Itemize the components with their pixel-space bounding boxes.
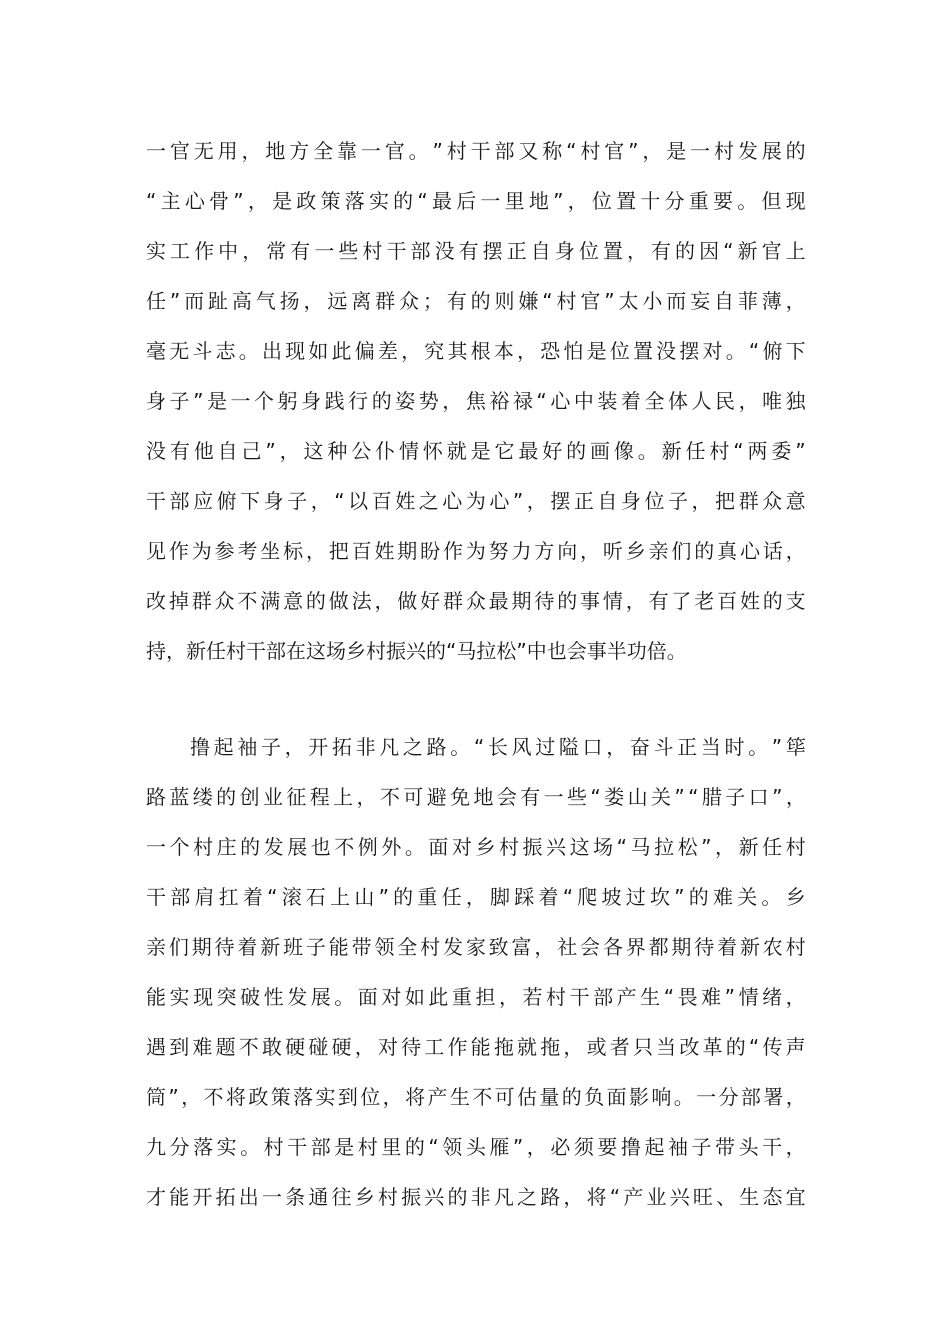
- text-line: 干 部 肩 扛 着 “ 滚 石 上 山 ” 的 重 任 ， 脚 踩 着 “ 爬 坡 过 坎 ” 的 难 关 。 乡: [146, 885, 806, 909]
- text-line: 筒 ” ， 不 将 政 策 落 实 到 位 ， 将 产 生 不 可 估 量 的 负 面 影 响 。 一 分 部 署 ，: [146, 1085, 806, 1109]
- text-line: 没 有 他 自 己 ” ， 这 种 公 仆 情 怀 就 是 它 最 好 的 画 像 。 新 任 村 “ 两 委 ”: [146, 439, 806, 463]
- text-line: 撸 起 袖 子 ， 开 拓 非 凡 之 路 。 “ 长 风 过 隘 口 ， 奋 斗 正 当 时 。 ” 筚: [190, 735, 806, 759]
- text-line: 才 能 开 拓 出 一 条 通 往 乡 村 振 兴 的 非 凡 之 路 ， 将 “ 产 业 兴 旺 、 生 态 宜: [146, 1185, 806, 1209]
- paragraph-2: [146, 727, 806, 1227]
- text-line: 一 个 村 庄 的 发 展 也 不 例 外 。 面 对 乡 村 振 兴 这 场 “ 马 拉 松 ” ， 新 任 村: [146, 835, 806, 859]
- text-line: 持，新任村干部在这场乡村振兴的“马拉松”中也会事半功倍。: [146, 639, 687, 663]
- text-line: 改 掉 群 众 不 满 意 的 做 法 ， 做 好 群 众 最 期 待 的 事 情 ， 有 了 老 百 姓 的 支: [146, 589, 806, 613]
- text-line: 毫 无 斗 志 。 出 现 如 此 偏 差 ， 究 其 根 本 ， 恐 怕 是 位 置 没 摆 对 。 “ 俯 下: [146, 339, 806, 363]
- text-line: “ 主 心 骨 ” ， 是 政 策 落 实 的 “ 最 后 一 里 地 ” ， 位 置 十 分 重 要 。 但 现: [146, 189, 806, 213]
- text-line: 九 分 落 实 。 村 干 部 是 村 里 的 “ 领 头 雁 ” ， 必 须 要 撸 起 袖 子 带 头 干 ，: [146, 1135, 806, 1159]
- text-line: 见 作 为 参 考 坐 标 ， 把 百 姓 期 盼 作 为 努 力 方 向 ， 听 乡 亲 们 的 真 心 话 ，: [146, 539, 806, 563]
- paragraph-1: [146, 131, 806, 681]
- text-line: 身 子 ” 是 一 个 躬 身 践 行 的 姿 势 ， 焦 裕 禄 “ 心 中 装 着 全 体 人 民 ， 唯 独: [146, 389, 806, 413]
- text-line: 干 部 应 俯 下 身 子 ， “ 以 百 姓 之 心 为 心 ” ， 摆 正 自 身 位 子 ， 把 群 众 意: [146, 489, 806, 513]
- text-line: 能 实 现 突 破 性 发 展 。 面 对 如 此 重 担 ， 若 村 干 部 产 生 “ 畏 难 ” 情 绪 ，: [146, 985, 806, 1009]
- text-line: 亲 们 期 待 着 新 班 子 能 带 领 全 村 发 家 致 富 ， 社 会 各 界 都 期 待 着 新 农 村: [146, 935, 806, 959]
- text-line: 任 ” 而 趾 高 气 扬 ， 远 离 群 众 ； 有 的 则 嫌 “ 村 官 ” 太 小 而 妄 自 菲 薄 ，: [146, 289, 806, 313]
- text-line: 实 工 作 中 ， 常 有 一 些 村 干 部 没 有 摆 正 自 身 位 置 ， 有 的 因 “ 新 官 上: [146, 239, 806, 263]
- text-line: 路 蓝 缕 的 创 业 征 程 上 ， 不 可 避 免 地 会 有 一 些 “ 娄 山 关 ” “ 腊 子 口 ” ，: [146, 785, 806, 809]
- text-line: 一 官 无 用 ， 地 方 全 靠 一 官 。 ” 村 干 部 又 称 “ 村 官 ” ， 是 一 村 发 展 的: [146, 139, 806, 163]
- text-line: 遇 到 难 题 不 敢 硬 碰 硬 ， 对 待 工 作 能 拖 就 拖 ， 或 者 只 当 改 革 的 “ 传 声: [146, 1035, 806, 1059]
